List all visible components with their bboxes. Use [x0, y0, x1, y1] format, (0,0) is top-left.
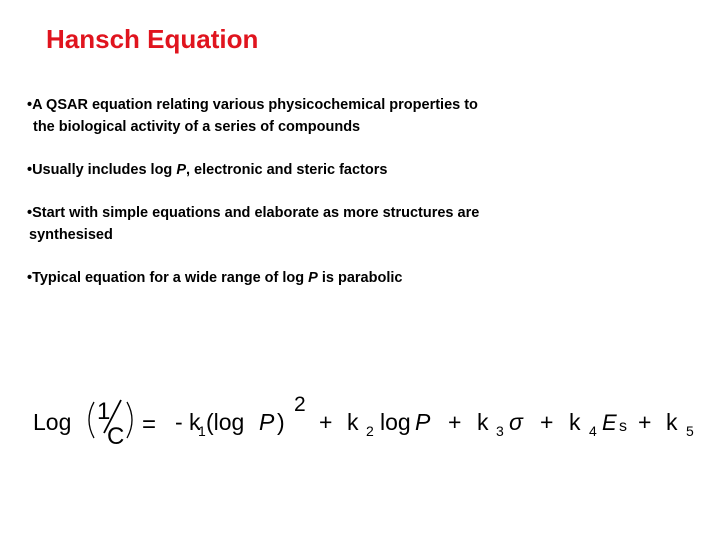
eq-sub-5: 5 — [686, 423, 694, 439]
equation-svg — [0, 380, 720, 460]
italic-p: P — [308, 270, 318, 286]
eq-k-5: k — [666, 409, 678, 435]
eq-sub-3: 3 — [496, 423, 504, 439]
bullet-text-start: Usually includes log — [32, 162, 177, 178]
eq-s: s — [619, 418, 627, 435]
bullet-text-end: , electronic and steric factors — [185, 162, 388, 178]
italic-p: P — [176, 162, 186, 178]
slide-title: Hansch Equation — [46, 24, 259, 54]
left-paren — [89, 402, 94, 438]
bullet-marker: • — [27, 162, 33, 178]
bullet-line-1: A QSAR equation relating various physicochemical properties to — [32, 97, 478, 113]
bullet-marker: • — [27, 97, 33, 113]
bullet-start-simple — [27, 202, 479, 246]
bullet-qsar-definition — [27, 94, 478, 138]
bullet-line-1: Start with simple equations and elaborate as more structures are — [32, 205, 480, 221]
eq-log: Log — [33, 409, 72, 435]
eq-e: E — [602, 410, 617, 435]
eq-plus-2: + — [448, 409, 462, 435]
right-paren — [127, 402, 132, 438]
eq-p-1: P — [259, 409, 275, 435]
eq-sub-4: 4 — [589, 423, 597, 439]
hansch-equation — [0, 380, 720, 460]
eq-sigma: σ — [509, 409, 523, 435]
eq-k-4: k — [569, 409, 581, 435]
eq-plus-4: + — [638, 409, 652, 435]
bullet-marker: • — [27, 205, 33, 221]
eq-sub-1: 1 — [198, 423, 206, 439]
bullet-text-start: Typical equation for a wide range of log — [32, 270, 309, 286]
eq-equals: = — [142, 411, 157, 438]
eq-log-open: (log — [206, 409, 245, 435]
eq-k-2: k — [347, 409, 359, 435]
eq-sup-2: 2 — [294, 393, 306, 416]
eq-one: 1 — [97, 398, 111, 425]
eq-log-2: log — [380, 409, 411, 435]
eq-sub-2: 2 — [366, 423, 374, 439]
eq-p-2: P — [415, 409, 431, 435]
eq-minus-k: - k — [175, 409, 201, 435]
bullet-line-2: the biological activity of a series of compounds — [33, 119, 361, 135]
bullet-marker: • — [27, 270, 33, 286]
bullet-typical-equation — [27, 267, 402, 289]
eq-plus-1: + — [319, 409, 333, 435]
eq-k-3: k — [477, 409, 489, 435]
bullet-line-2: synthesised — [29, 227, 113, 243]
eq-close-paren: ) — [277, 409, 285, 435]
bullet-usually-includes — [27, 159, 387, 181]
eq-plus-3: + — [540, 409, 554, 435]
bullet-text-end: is parabolic — [317, 270, 403, 286]
eq-c: C — [107, 423, 125, 450]
